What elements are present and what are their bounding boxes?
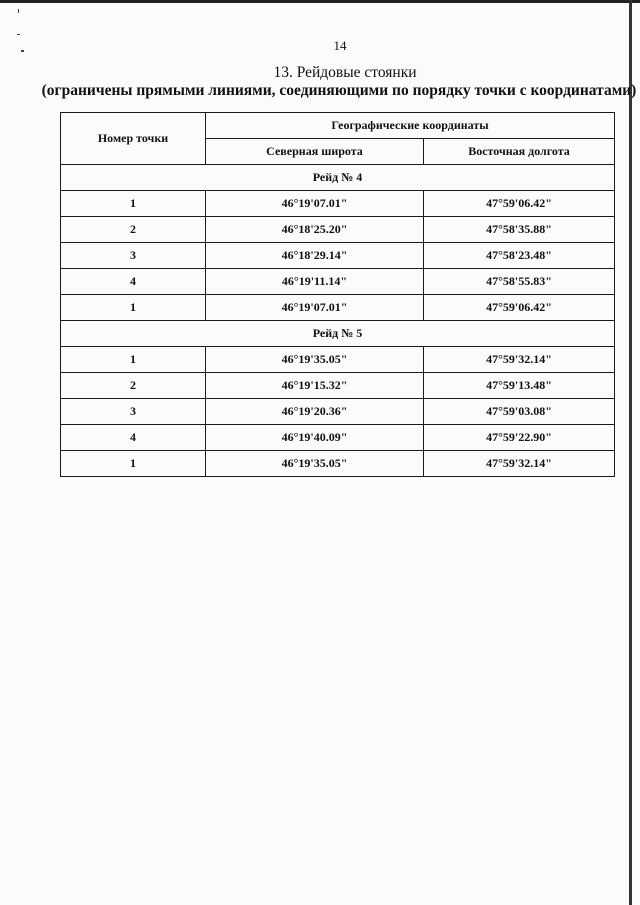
scan-top-border: [0, 0, 640, 3]
table-row: [61, 373, 615, 399]
table-row: [61, 399, 615, 425]
scan-speck-1: [18, 9, 19, 13]
point-number: 1: [61, 295, 206, 321]
latitude-value: 46°18'25.20": [206, 217, 424, 243]
longitude-value: 47°59'22.90": [424, 425, 615, 451]
latitude-value: 46°19'40.09": [206, 425, 424, 451]
section-subtitle: (ограничены прямыми линиями, соединяющими по порядку точки с координатами): [41, 82, 637, 99]
header-geo-coordinates: Географические координаты: [206, 113, 615, 139]
longitude-value: 47°59'13.48": [424, 373, 615, 399]
latitude-value: 46°18'29.14": [206, 243, 424, 269]
point-number: 4: [61, 269, 206, 295]
header-east-longitude: Восточная долгота: [424, 139, 615, 165]
longitude-value: 47°58'23.48": [424, 243, 615, 269]
table-row: [61, 451, 615, 477]
header-north-latitude: Северная широта: [206, 139, 424, 165]
point-number: 2: [61, 217, 206, 243]
table-row: [61, 243, 615, 269]
table-row: [61, 269, 615, 295]
longitude-value: 47°58'55.83": [424, 269, 615, 295]
table-row: [61, 191, 615, 217]
point-number: 3: [61, 243, 206, 269]
scan-right-border: [629, 0, 632, 905]
longitude-value: 47°59'06.42": [424, 295, 615, 321]
longitude-value: 47°59'03.08": [424, 399, 615, 425]
table-row: [61, 217, 615, 243]
latitude-value: 46°19'35.05": [206, 451, 424, 477]
latitude-value: 46°19'11.14": [206, 269, 424, 295]
point-number: 3: [61, 399, 206, 425]
longitude-value: 47°59'32.14": [424, 347, 615, 373]
latitude-value: 46°19'07.01": [206, 191, 424, 217]
longitude-value: 47°59'06.42": [424, 191, 615, 217]
latitude-value: 46°19'20.36": [206, 399, 424, 425]
point-number: 4: [61, 425, 206, 451]
scan-speck-2: [17, 34, 20, 35]
table-row: [61, 425, 615, 451]
point-number: 1: [61, 451, 206, 477]
point-number: 1: [61, 347, 206, 373]
latitude-value: 46°19'07.01": [206, 295, 424, 321]
longitude-value: 47°59'32.14": [424, 451, 615, 477]
group-title: Рейд № 5: [61, 321, 615, 347]
table-row: [61, 295, 615, 321]
coordinates-table: [60, 112, 615, 477]
section-title: 13. Рейдовые стоянки: [273, 64, 417, 81]
latitude-value: 46°19'15.32": [206, 373, 424, 399]
table-row: [61, 347, 615, 373]
group-title: Рейд № 4: [61, 165, 615, 191]
page-number: 14: [333, 38, 347, 53]
longitude-value: 47°58'35.88": [424, 217, 615, 243]
point-number: 2: [61, 373, 206, 399]
latitude-value: 46°19'35.05": [206, 347, 424, 373]
header-point-number: Номер точки: [61, 113, 206, 165]
point-number: 1: [61, 191, 206, 217]
